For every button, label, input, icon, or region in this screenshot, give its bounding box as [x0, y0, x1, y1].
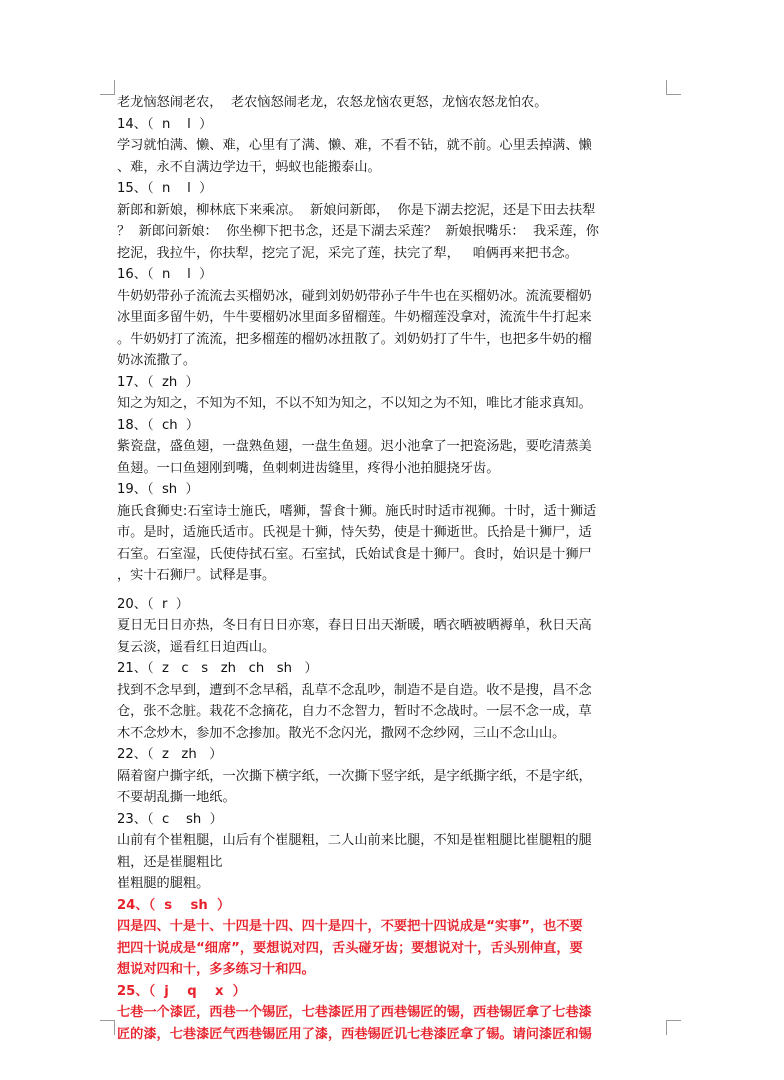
text-line: 四是四、十是十、十四是十四、四十是四十，不要把十四说成是“实事”，也不要 — [117, 919, 583, 934]
text-line: 新郎和新娘，柳林底下来乘凉。 新娘问新郎， 你是下湖去挖泥，还是下田去扶犁 — [117, 202, 596, 218]
item-heading: 14、（ n l ） — [117, 116, 213, 132]
text-line: 冰里面多留牛奶，牛牛要榴奶冰里面多留榴莲。牛奶榴莲没拿对，流流牛牛打起来 — [117, 310, 592, 325]
text-line: 老龙恼怒闹老农， 老农恼怒闹老龙，农怒龙恼农更怒，龙恼农怒龙怕农。 — [117, 95, 548, 110]
text-line: 挖泥，我拉牛，你扶犁，挖完了泥，采完了莲，扶完了犁， 咱俩再来把书念。 — [117, 245, 578, 261]
tongue-twister-block — [117, 178, 668, 264]
text-line: 施氏食狮史:石室诗士施氏，嗜狮，誓食十狮。施氏时时适市视狮。十时，适十狮适 — [117, 503, 597, 519]
text-line: 匠的漆，七巷漆匠气西巷锡匠用了漆，西巷锡匠讥七巷漆匠拿了锡。请问漆匠和锡 — [117, 1026, 592, 1042]
corner-mark-top-left — [100, 80, 115, 95]
text-line: 粗，还是崔腿粗比 — [117, 854, 223, 870]
item-heading: 23、（ c sh ） — [117, 811, 223, 827]
text-line: 市。是时，适施氏适市。氏视是十狮，恃矢势，使是十狮逝世。氏拾是十狮尸，适 — [117, 525, 592, 540]
text-line: 想说对四和十，多多练习十和四。 — [117, 962, 315, 977]
text-line: 木不念炒木，参加不念掺加。散光不念闪光，撒网不念纱网，三山不念山山。 — [117, 725, 566, 741]
tongue-twister-block — [117, 809, 668, 895]
tongue-twister-block — [117, 372, 668, 415]
text-line: 山前有个崔粗腿，山后有个崔腿粗，二人山前来比腿，不知是崔粗腿比崔腿粗的腿 — [117, 833, 592, 848]
tongue-twister-block — [117, 594, 668, 659]
item-heading: 25、（ j q x ） — [117, 983, 246, 999]
tongue-twister-block — [117, 895, 668, 981]
text-line: 七巷一个漆匠，西巷一个锡匠，七巷漆匠用了西巷锡匠的锡，西巷锡匠拿了七巷漆 — [117, 1005, 592, 1020]
item-heading: 20、（ r ） — [117, 596, 189, 612]
tongue-twister-block — [117, 479, 668, 587]
item-heading: 15、（ n l ） — [117, 181, 213, 196]
tongue-twister-block — [117, 981, 668, 1046]
tongue-twister-block — [117, 415, 668, 480]
text-line: 不要胡乱撕一地纸。 — [117, 790, 236, 805]
text-line: 崔粗腿的腿粗。 — [117, 876, 210, 891]
item-heading: 18、（ ch ） — [117, 417, 200, 433]
text-line: 找到不念早到，遭到不念早稻，乱草不念乱吵，制造不是自造。收不是搜，昌不念 — [117, 682, 592, 698]
text-line: 知之为知之，不知为不知，不以不知为知之，不以知之为不知，唯比才能求真知。 — [117, 396, 592, 411]
tongue-twister-block — [117, 264, 668, 372]
text-line: 牛奶奶带孙子流流去买榴奶冰，碰到刘奶奶带孙子牛牛也在买榴奶冰。流流要榴奶 — [117, 288, 592, 304]
text-line: 奶冰流撒了。 — [117, 353, 197, 368]
item-heading: 22、（ z zh ） — [117, 747, 223, 762]
text-line: 。牛奶奶打了流流，把多榴莲的榴奶冰扭散了。刘奶奶打了牛牛，也把多牛奶的榴 — [117, 331, 592, 347]
text-line: ，实十石狮尸。试释是事。 — [117, 568, 276, 583]
item-heading: 16、（ n l ） — [117, 267, 213, 282]
text-line: 仓，张不念脏。栽花不念摘花，自力不念智力，暂时不念战时。一层不念一成，草 — [117, 704, 592, 719]
corner-mark-bottom-right — [666, 1020, 681, 1035]
corner-mark-bottom-left — [100, 1020, 115, 1035]
item-heading: 21、（ z c s zh ch sh ） — [117, 661, 318, 676]
text-line: ？ 新郎问新娘： 你坐柳下把书念，还是下湖去采莲？ 新娘抿嘴乐： 我采莲，你 — [117, 224, 599, 239]
text-line: 隔着窗户撕字纸，一次撕下横字纸，一次撕下竖字纸，是字纸撕字纸，不是字纸， — [117, 768, 592, 784]
tongue-twister-block — [117, 114, 668, 179]
text-line: 紫瓷盘，盛鱼翅，一盘熟鱼翅，一盘生鱼翅。迟小池拿了一把瓷汤匙，要吃清蒸美 — [117, 439, 592, 454]
text-line: 鱼翅。一口鱼翅刚到嘴，鱼刺刺进齿缝里，疼得小池拍腿挠牙齿。 — [117, 460, 500, 476]
text-line: 复云淡，遥看红日迫西山。 — [117, 639, 276, 655]
tongue-twister-block — [117, 92, 668, 114]
text-line: 把四十说成是“细席”，要想说对四，舌头碰牙齿；要想说对十，舌头别伸直，要 — [117, 940, 583, 956]
tongue-twister-block — [117, 744, 668, 809]
item-heading: 24、（ s sh ） — [117, 897, 231, 913]
text-line: 、难，永不自满边学边干，蚂蚁也能搬泰山。 — [117, 159, 381, 175]
document-body — [117, 92, 668, 1045]
text-line: 学习就怕满、懒、难，心里有了满、懒、难，不看不钻，就不前。心里丢掉满、懒 — [117, 138, 592, 153]
tongue-twister-block — [117, 658, 668, 744]
text-line: 夏日无日日亦热，冬日有日日亦寒，春日日出天渐暖，晒衣晒被晒褥单，秋日天高 — [117, 618, 592, 633]
text-line: 石室。石室湿，氏使侍拭石室。石室拭，氏始试食是十狮尸。食时，始识是十狮尸 — [117, 546, 592, 562]
item-heading: 19、（ sh ） — [117, 482, 199, 497]
item-heading: 17、（ zh ） — [117, 374, 199, 390]
corner-mark-top-right — [666, 80, 681, 95]
